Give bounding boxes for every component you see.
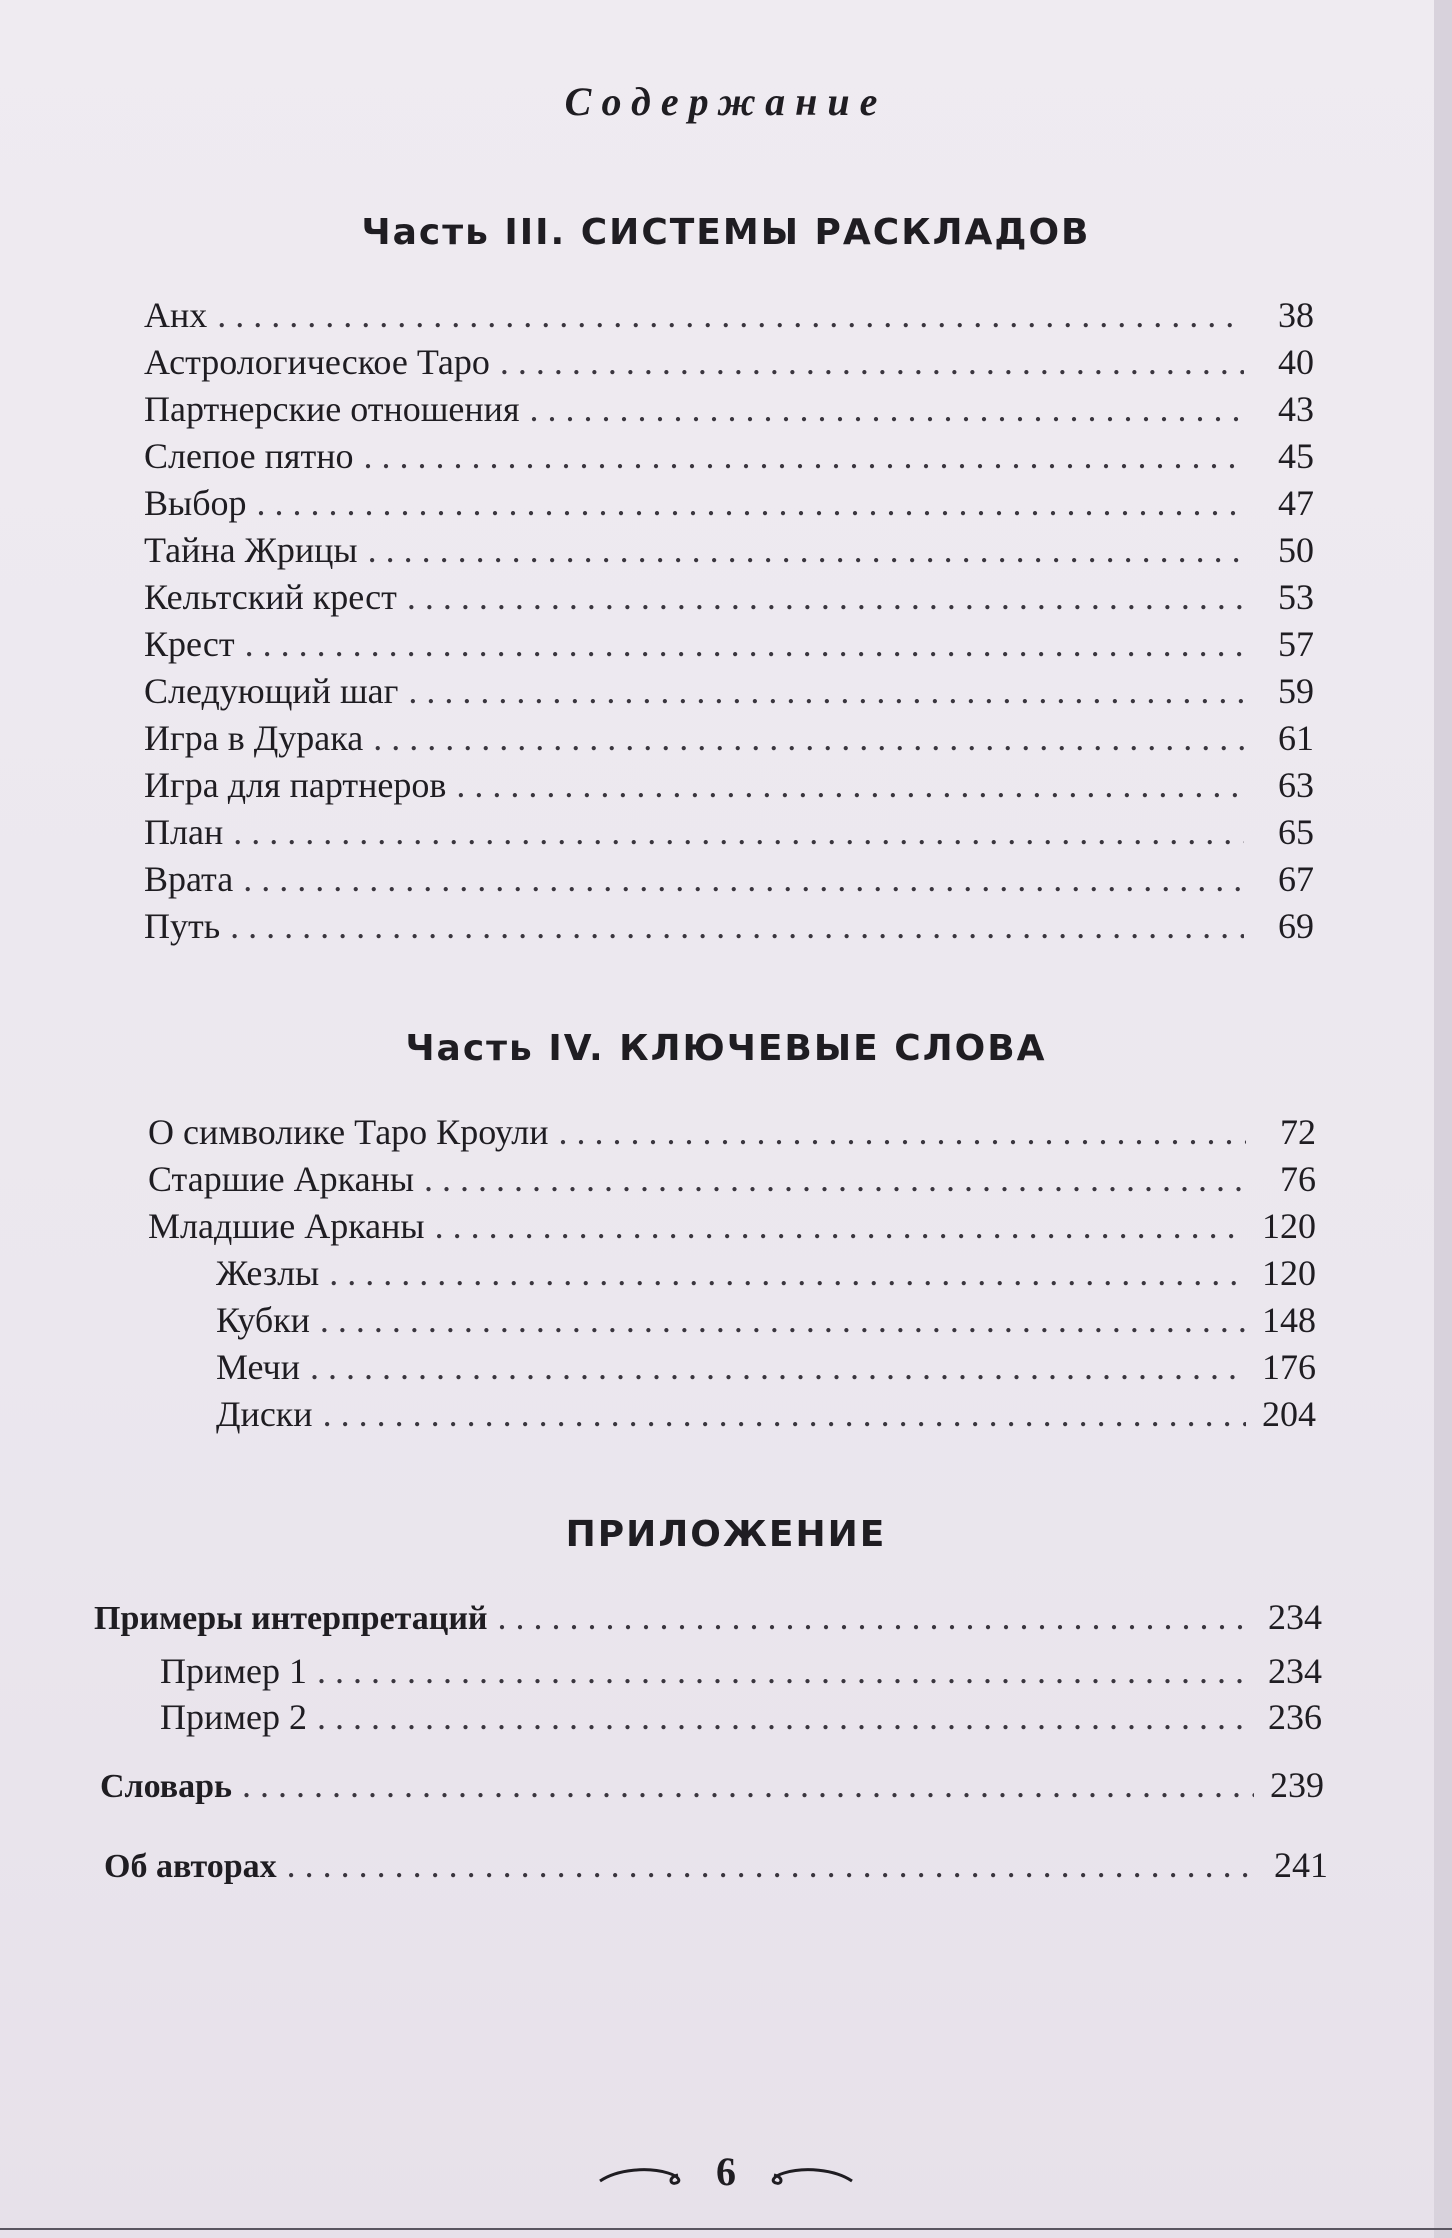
dot-leader [320, 1297, 1246, 1343]
toc-entry-page: 176 [1262, 1347, 1316, 1387]
dot-leader [310, 1344, 1246, 1390]
toc-entry[interactable] [144, 386, 1314, 432]
dot-leader [498, 1594, 1252, 1640]
toc-entry-label: Слепое пятно [144, 436, 354, 476]
toc-entry[interactable] [144, 339, 1314, 385]
right-flourish-icon [764, 2161, 854, 2191]
toc-entry-page: 53 [1278, 577, 1314, 617]
dot-leader [456, 762, 1244, 808]
toc-entry[interactable] [144, 856, 1314, 902]
toc-subentry[interactable] [160, 1694, 1322, 1740]
dot-leader [287, 1842, 1258, 1888]
toc-entry-label: Словарь [100, 1768, 233, 1805]
toc-subentry[interactable] [216, 1391, 1316, 1437]
toc-entry[interactable] [148, 1156, 1316, 1202]
toc-subentry[interactable] [216, 1297, 1316, 1343]
toc-entry-page: 61 [1278, 718, 1314, 758]
toc-entry-page: 67 [1278, 859, 1314, 899]
dot-leader [363, 433, 1244, 479]
toc-entry[interactable] [144, 715, 1314, 761]
toc-entry-label: Анх [144, 295, 208, 335]
toc-entry-label: Мечи [216, 1347, 300, 1387]
dot-leader [317, 1694, 1252, 1740]
toc-entry-label: Игра в Дурака [144, 718, 364, 758]
toc-entry[interactable] [100, 1762, 1324, 1808]
toc-entry[interactable] [104, 1842, 1328, 1888]
page-edge [1434, 0, 1452, 2238]
toc-entry-label: Жезлы [216, 1253, 320, 1293]
toc-subentry[interactable] [160, 1648, 1322, 1694]
dot-leader [329, 1250, 1246, 1296]
toc-entry-page: 50 [1278, 530, 1314, 570]
toc-entry[interactable] [144, 668, 1314, 714]
toc-entry-label: Кубки [216, 1300, 310, 1340]
toc-entry-label: Старшие Арканы [148, 1159, 415, 1199]
dot-leader [257, 480, 1244, 526]
toc-entry-label: Астрологическое Таро [144, 342, 490, 382]
toc-entry-label: Игра для партнеров [144, 765, 447, 805]
toc-entry-page: 59 [1278, 671, 1314, 711]
toc-entry-label: Об авторах [104, 1848, 277, 1885]
toc-entry-page: 47 [1278, 483, 1314, 523]
toc-entry-label: План [144, 812, 224, 852]
dot-leader [233, 809, 1244, 855]
page-bottom-rule [0, 2228, 1452, 2230]
part3-title: Часть III. СИСТЕМЫ РАСКЛАДОВ [361, 212, 1091, 253]
toc-entry-label: Путь [144, 906, 221, 946]
toc-entry-label: Следующий шаг [144, 671, 399, 711]
dot-leader [317, 1648, 1252, 1694]
toc-entry-label: Кельтский крест [144, 577, 397, 617]
toc-entry-label: Пример 2 [160, 1697, 308, 1737]
toc-entry-page: 57 [1278, 624, 1314, 664]
toc-entry-label: Выбор [144, 483, 247, 523]
dot-leader [408, 668, 1244, 714]
toc-entry[interactable] [144, 621, 1314, 667]
toc-entry-page: 43 [1278, 389, 1314, 429]
dot-leader [242, 1762, 1254, 1808]
toc-entry[interactable] [148, 1203, 1316, 1249]
dot-leader [217, 292, 1244, 338]
toc-entry-page: 63 [1278, 765, 1314, 805]
dot-leader [230, 903, 1244, 949]
toc-entry[interactable] [144, 574, 1314, 620]
toc-entry-label: Партнерские отношения [144, 389, 520, 429]
toc-entry[interactable] [144, 762, 1314, 808]
toc-subentry[interactable] [216, 1250, 1316, 1296]
toc-entry-page: 120 [1262, 1253, 1316, 1293]
dot-leader [558, 1109, 1246, 1155]
toc-entry[interactable] [144, 480, 1314, 526]
toc-entry-page: 204 [1262, 1394, 1316, 1434]
dot-leader [368, 527, 1244, 573]
toc-entry-label: Крест [144, 624, 235, 664]
part4-title: Часть IV. КЛЮЧЕВЫЕ СЛОВА [405, 1028, 1047, 1069]
toc-entry-page: 76 [1280, 1159, 1316, 1199]
dot-leader [243, 856, 1244, 902]
toc-entry-page: 69 [1278, 906, 1314, 946]
dot-leader [373, 715, 1244, 761]
toc-entry[interactable] [148, 1109, 1316, 1155]
left-flourish-icon [598, 2161, 688, 2191]
dot-leader [323, 1391, 1246, 1437]
toc-entry-page: 148 [1262, 1300, 1316, 1340]
dot-leader [407, 574, 1244, 620]
toc-entry-page: 65 [1278, 812, 1314, 852]
toc-entry-page: 45 [1278, 436, 1314, 476]
toc-entry-page: 120 [1262, 1206, 1316, 1246]
page-number: 6 [716, 2149, 736, 2194]
toc-entry-label: Диски [216, 1394, 313, 1434]
dot-leader [530, 386, 1244, 432]
toc-entry[interactable] [144, 292, 1314, 338]
toc-entry-label: О символике Таро Кроули [148, 1112, 549, 1152]
dot-leader [245, 621, 1244, 667]
toc-entry-label: Примеры интерпретаций [94, 1600, 488, 1637]
toc-entry[interactable] [144, 809, 1314, 855]
toc-entry[interactable] [144, 527, 1314, 573]
toc-entry-page: 234 [1268, 1651, 1322, 1691]
appendix-title: ПРИЛОЖЕНИЕ [565, 1514, 887, 1555]
toc-entry-page: 236 [1268, 1697, 1322, 1737]
toc-entry-page: 234 [1268, 1597, 1322, 1637]
toc-subentry[interactable] [216, 1344, 1316, 1390]
toc-entry-label: Тайна Жрицы [144, 530, 358, 570]
toc-entry-label: Пример 1 [160, 1651, 308, 1691]
toc-entry[interactable] [144, 903, 1314, 949]
toc-entry[interactable] [94, 1594, 1322, 1640]
toc-entry-label: Врата [144, 859, 234, 899]
toc-entry-page: 239 [1270, 1765, 1324, 1805]
toc-entry-label: Младшие Арканы [148, 1206, 425, 1246]
dot-leader [424, 1156, 1246, 1202]
toc-entry-page: 72 [1280, 1112, 1316, 1152]
dot-leader [500, 339, 1244, 385]
page-folio [0, 2148, 1452, 2195]
dot-leader [435, 1203, 1246, 1249]
toc-entry[interactable] [144, 433, 1314, 479]
running-head: Содержание [564, 79, 888, 124]
toc-entry-page: 241 [1274, 1845, 1328, 1885]
toc-entry-page: 40 [1278, 342, 1314, 382]
toc-entry-page: 38 [1278, 295, 1314, 335]
